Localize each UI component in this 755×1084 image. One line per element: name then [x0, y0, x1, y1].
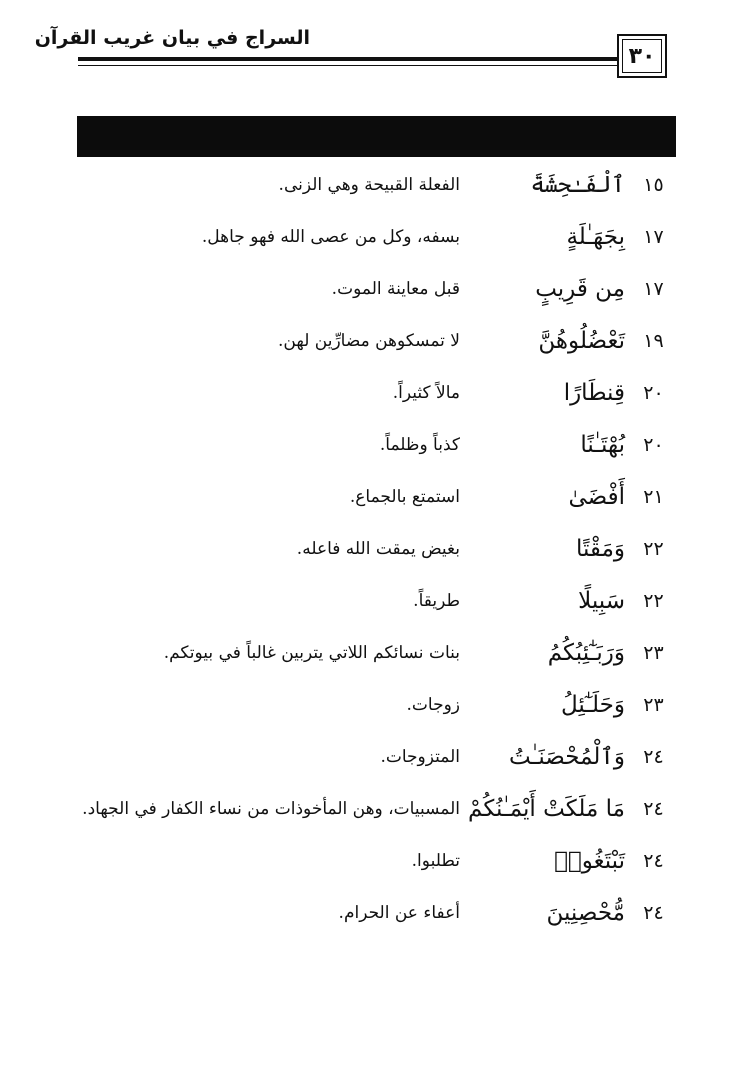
page-number: ٣٠	[617, 34, 667, 78]
book-title: السراج في بيان غريب القرآن	[34, 27, 310, 49]
glossary-entry	[80, 269, 676, 309]
word-meaning: طريقاً.	[413, 591, 460, 611]
verse-number: ٢٤	[643, 850, 664, 872]
glossary-entry	[80, 737, 676, 777]
word-meaning: مالاً كثيراً.	[392, 383, 460, 403]
word-meaning: المسبيات، وهن المأخوذات من نساء الكفار في الجهاد.	[82, 799, 460, 819]
header-rule-thin	[78, 65, 618, 66]
glossary-entry	[80, 425, 676, 465]
word-meaning: كذباً وظلماً.	[379, 435, 460, 455]
verse-number: ٢٠	[643, 382, 664, 404]
word-meaning: تطلبوا.	[411, 851, 460, 871]
verse-number: ١٥	[643, 174, 664, 196]
header-rule-thick	[78, 57, 618, 61]
glossary-entry	[80, 893, 676, 933]
word-meaning: المتزوجات.	[380, 747, 460, 767]
verse-number: ١٧	[643, 278, 664, 300]
verse-number: ٢٠	[643, 434, 664, 456]
word-meaning: بسفه، وكل من عصى الله فهو جاهل.	[201, 227, 460, 247]
word-meaning: بغيض يمقت الله فاعله.	[296, 539, 460, 559]
verse-number: ٢٢	[643, 538, 664, 560]
glossary-entry	[80, 529, 676, 569]
verse-number: ١٩	[643, 330, 664, 352]
glossary-list	[80, 165, 676, 945]
verse-number: ١٧	[643, 226, 664, 248]
quran-word: مَا مَلَكَتْ أَيْمَـٰنُكُمْ	[468, 796, 625, 822]
quran-word: وَٱلْمُحْصَنَـٰتُ	[509, 744, 625, 770]
glossary-entry	[80, 581, 676, 621]
quran-word: أَفْضَىٰ	[568, 484, 625, 510]
quran-word: مُّحْصِنِينَ	[546, 900, 625, 926]
quran-word: وَمَقْتًا	[575, 536, 625, 562]
quran-word: ٱلْفَـٰحِشَةَ	[530, 172, 625, 198]
verse-number: ٢٤	[643, 746, 664, 768]
glossary-entry	[80, 165, 676, 205]
word-meaning: أعفاء عن الحرام.	[338, 903, 460, 923]
quran-word: مِن قَرِيبٍ	[535, 276, 625, 302]
quran-word: قِنطَارًا	[563, 380, 625, 406]
section-header-bar	[77, 116, 676, 157]
verse-number: ٢٤	[643, 902, 664, 924]
glossary-entry	[80, 633, 676, 673]
glossary-entry	[80, 373, 676, 413]
glossary-entry	[80, 477, 676, 517]
quran-word: تَعْضُلُوهُنَّ	[538, 328, 625, 354]
glossary-entry	[80, 685, 676, 725]
quran-word: بُهْتَـٰنًا	[580, 432, 625, 458]
quran-word: وَحَلَـٰٓئِلُ	[560, 692, 625, 718]
quran-word: بِجَهَـٰلَةٍ	[566, 224, 625, 250]
word-meaning: استمتع بالجماع.	[349, 487, 460, 507]
verse-number: ٢١	[643, 486, 664, 508]
glossary-entry	[80, 841, 676, 881]
verse-number: ٢٣	[643, 642, 664, 664]
quran-word: سَبِيلًا	[578, 588, 625, 614]
verse-number: ٢٣	[643, 694, 664, 716]
word-meaning: بنات نسائكم اللاتي يتربين غالباً في بيوتكم.	[163, 643, 460, 663]
word-meaning: زوجات.	[406, 695, 460, 715]
quran-word: تَبْتَغُوا۟	[554, 848, 625, 874]
verse-number: ٢٢	[643, 590, 664, 612]
word-meaning: لا تمسكوهن مضارِّين لهن.	[278, 331, 460, 351]
glossary-entry	[80, 789, 676, 829]
word-meaning: قبل معاينة الموت.	[331, 279, 460, 299]
quran-word: وَرَبَـٰٓئِبُكُمُ	[547, 640, 625, 666]
glossary-entry	[80, 321, 676, 361]
glossary-entry	[80, 217, 676, 257]
verse-number: ٢٤	[643, 798, 664, 820]
word-meaning: الفعلة القبيحة وهي الزنى.	[278, 175, 460, 195]
